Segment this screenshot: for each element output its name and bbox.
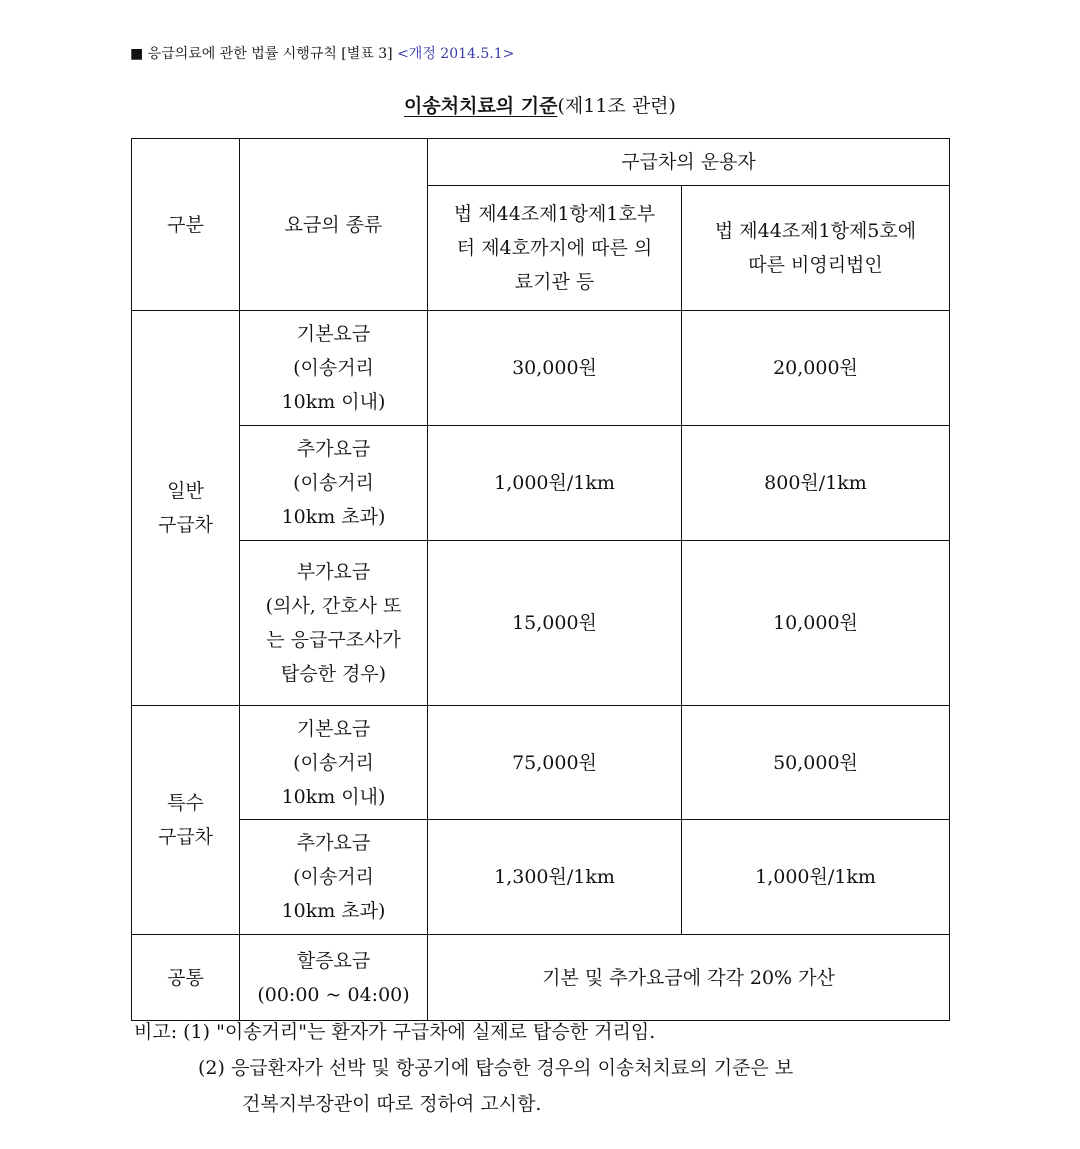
note-2-line2: 건복지부장관이 따로 정하여 고시함. xyxy=(242,1093,542,1115)
title-sub: (제11조 관련) xyxy=(557,95,676,117)
header-prefix: ■ 응급의료에 관한 법률 시행규칙 [별표 3] xyxy=(130,46,398,62)
fee-line: 10km 초과) xyxy=(281,506,386,528)
category-special-line1: 특수 xyxy=(167,792,204,814)
header-category: 구분 xyxy=(132,139,240,311)
fee-line: (이송거리 xyxy=(293,357,374,379)
header-operator: 구급차의 운용자 xyxy=(428,139,950,186)
table-row xyxy=(132,541,950,706)
table-row xyxy=(132,935,950,1021)
value-cell: 1,300원/1km xyxy=(428,820,682,935)
fee-type-cell xyxy=(240,541,428,706)
category-common: 공통 xyxy=(132,935,240,1021)
fee-line: (의사, 간호사 또 xyxy=(265,595,402,617)
amendment-date: <개정 2014.5.1> xyxy=(397,46,515,62)
fee-line: 추가요금 xyxy=(296,832,371,854)
fee-line: (이송거리 xyxy=(293,751,374,774)
fee-type-cell xyxy=(240,820,428,935)
header-b-line1: 법 제44조제1항제5호에 xyxy=(714,220,917,242)
table-row xyxy=(132,820,950,935)
category-general-line2: 구급차 xyxy=(157,514,214,536)
note-1: 비고: (1) "이송거리"는 환자가 구급차에 실제로 탑승한 거리임. xyxy=(134,1021,656,1043)
fee-line: 탑승한 경우) xyxy=(280,663,387,685)
note-2-line1: (2) 응급환자가 선박 및 항공기에 탑승한 경우의 이송처치료의 기준은 보 xyxy=(198,1057,794,1079)
fee-line: 할증요금 xyxy=(296,949,371,972)
header-fee-type: 요금의 종류 xyxy=(240,139,428,311)
page-title xyxy=(0,92,1080,120)
header-medical-institution xyxy=(428,186,682,311)
fee-table xyxy=(131,138,950,1021)
table-row xyxy=(132,706,950,820)
fee-line: (이송거리 xyxy=(293,472,374,494)
value-cell: 1,000원/1km xyxy=(682,820,950,935)
value-cell: 15,000원 xyxy=(428,541,682,706)
value-cell: 10,000원 xyxy=(682,541,950,706)
fee-line: 기본요금 xyxy=(296,323,371,345)
fee-line: 기본요금 xyxy=(296,717,371,740)
category-special xyxy=(132,706,240,935)
header-a-line2: 터 제4호까지에 따른 의 xyxy=(456,237,653,259)
fee-type-cell xyxy=(240,935,428,1021)
fee-line: 는 응급구조사가 xyxy=(266,629,401,651)
value-cell: 800원/1km xyxy=(682,426,950,541)
value-cell: 1,000원/1km xyxy=(428,426,682,541)
value-cell: 30,000원 xyxy=(428,311,682,426)
common-surcharge-value: 기본 및 추가요금에 각각 20% 가산 xyxy=(428,935,950,1021)
notes xyxy=(134,1014,793,1122)
value-cell: 20,000원 xyxy=(682,311,950,426)
value-cell: 50,000원 xyxy=(682,706,950,820)
fee-line: 추가요금 xyxy=(296,438,371,460)
document-header xyxy=(130,44,514,64)
table-row xyxy=(132,311,950,426)
value-cell: 75,000원 xyxy=(428,706,682,820)
title-main: 이송처치료의 기준 xyxy=(404,95,558,117)
fee-line: 10km 이내) xyxy=(281,785,386,808)
category-general-line1: 일반 xyxy=(167,480,204,502)
header-row-1 xyxy=(132,139,950,186)
fee-line: (이송거리 xyxy=(293,866,374,888)
fee-line: 10km 초과) xyxy=(281,900,386,922)
category-special-line2: 구급차 xyxy=(157,826,214,848)
category-general xyxy=(132,311,240,706)
fee-type-cell xyxy=(240,426,428,541)
fee-line: 부가요금 xyxy=(296,561,371,583)
fee-type-cell xyxy=(240,706,428,820)
table-row xyxy=(132,426,950,541)
header-a-line3: 료기관 등 xyxy=(514,271,595,293)
fee-line: 10km 이내) xyxy=(281,391,386,413)
header-a-line1: 법 제44조제1항제1호부 xyxy=(453,203,656,225)
header-nonprofit xyxy=(682,186,950,311)
fee-line: (00:00 ~ 04:00) xyxy=(257,983,410,1006)
header-b-line2: 따른 비영리법인 xyxy=(748,254,883,276)
fee-type-cell xyxy=(240,311,428,426)
